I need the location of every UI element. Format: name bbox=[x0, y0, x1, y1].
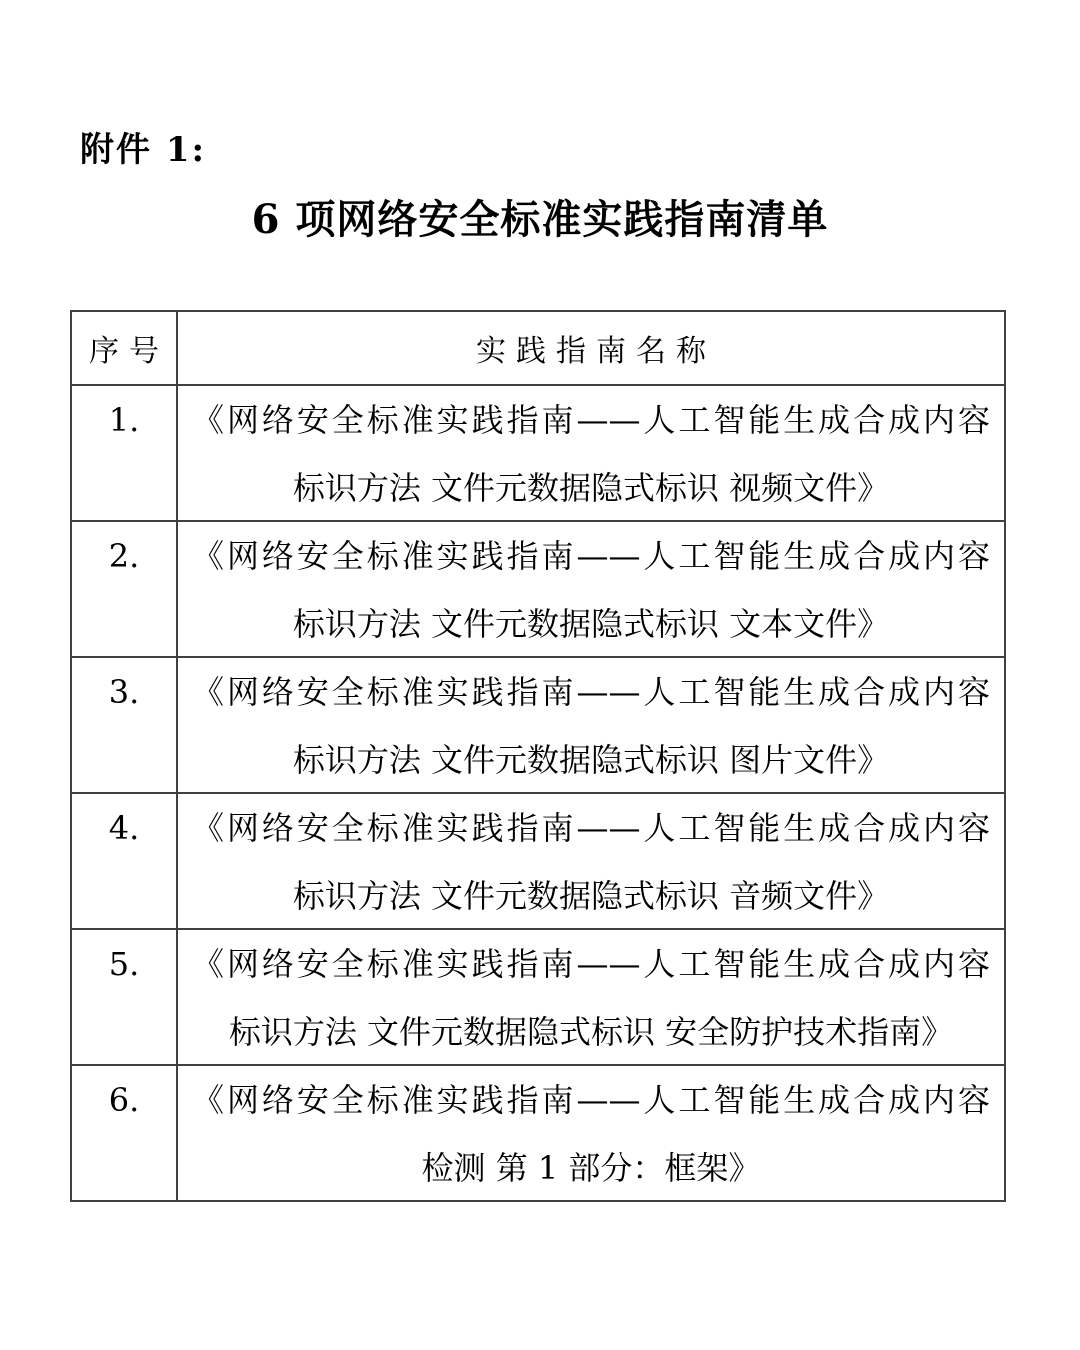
row-number: 5. bbox=[108, 945, 140, 983]
page-title: 6 项网络安全标准实践指南清单 bbox=[251, 196, 829, 243]
row-number: 2. bbox=[108, 537, 140, 575]
guide-name-line-2: 标识方法 文件元数据隐式标识 文本文件》 bbox=[292, 605, 890, 643]
table-row bbox=[72, 384, 1004, 520]
header-cell-guide-name: 实践指南名称 bbox=[476, 334, 716, 369]
guide-name-line-1: 《网络安全标准实践指南——人工智能生成合成内容 bbox=[192, 1081, 990, 1119]
guide-name-line-2: 检测 第 1 部分：框架》 bbox=[421, 1149, 761, 1187]
attachment-label: 附件 1: bbox=[80, 130, 207, 170]
table-header-row bbox=[72, 312, 1004, 384]
guide-name-line-2: 标识方法 文件元数据隐式标识 安全防护技术指南》 bbox=[228, 1013, 954, 1051]
row-number: 1. bbox=[108, 401, 140, 439]
guide-name-line-2: 标识方法 文件元数据隐式标识 音频文件》 bbox=[292, 877, 890, 915]
guide-list-table bbox=[70, 310, 1006, 1202]
guide-name-line-1: 《网络安全标准实践指南——人工智能生成合成内容 bbox=[192, 809, 990, 847]
header-cell-number: 序号 bbox=[72, 312, 178, 384]
guide-name-line-1: 《网络安全标准实践指南——人工智能生成合成内容 bbox=[192, 401, 990, 439]
row-number: 4. bbox=[108, 809, 140, 847]
row-number: 3. bbox=[108, 673, 140, 711]
table-row bbox=[72, 792, 1004, 928]
table-row bbox=[72, 1064, 1004, 1200]
guide-name-line-1: 《网络安全标准实践指南——人工智能生成合成内容 bbox=[192, 945, 990, 983]
table-row bbox=[72, 656, 1004, 792]
table-row bbox=[72, 520, 1004, 656]
table-row bbox=[72, 928, 1004, 1064]
guide-name-line-2: 标识方法 文件元数据隐式标识 图片文件》 bbox=[292, 741, 890, 779]
row-number: 6. bbox=[108, 1081, 140, 1119]
guide-name-line-1: 《网络安全标准实践指南——人工智能生成合成内容 bbox=[192, 537, 990, 575]
guide-name-line-1: 《网络安全标准实践指南——人工智能生成合成内容 bbox=[192, 673, 990, 711]
guide-name-line-2: 标识方法 文件元数据隐式标识 视频文件》 bbox=[292, 469, 890, 507]
